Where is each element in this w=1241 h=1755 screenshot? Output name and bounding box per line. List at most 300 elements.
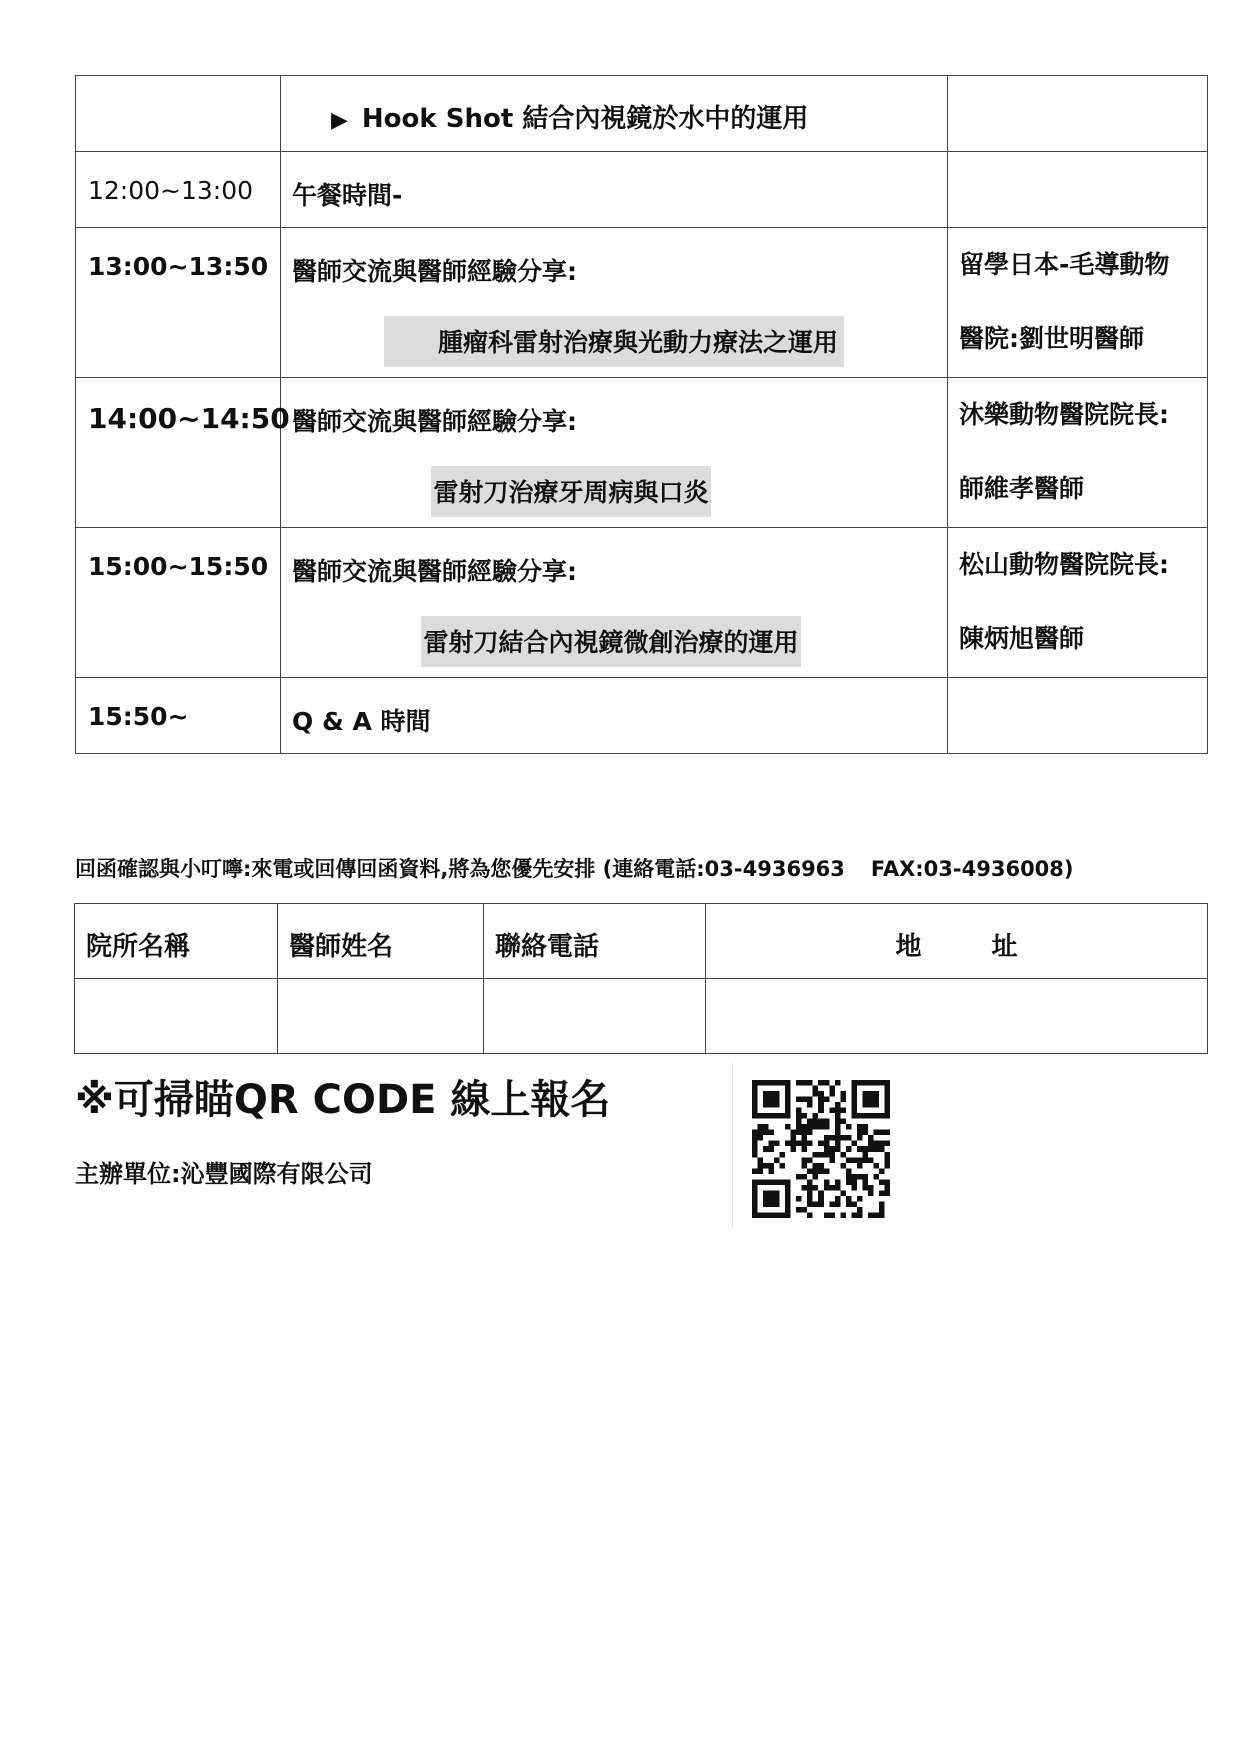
reply-note: 回函確認與小叮嚀:來電或回傳回函資料,將為您優先安排 (連絡電話:03-4936963 FAX:03-4936008) (75, 857, 1074, 881)
qr-module (829, 1108, 835, 1114)
qr-module (763, 1097, 769, 1103)
fax-number: FAX:03-4936008) (870, 857, 1074, 881)
qr-module (802, 1080, 808, 1086)
qr-module (868, 1097, 874, 1103)
qr-module (873, 1174, 879, 1180)
qr-module (879, 1190, 885, 1196)
qr-module (802, 1113, 808, 1119)
qr-module (780, 1080, 786, 1086)
qr-module (796, 1119, 802, 1125)
qr-module (774, 1113, 780, 1119)
table-row (75, 979, 1208, 1054)
qr-module (835, 1119, 841, 1125)
qr-module (824, 1080, 830, 1086)
time-label: 12:00~13:00 (88, 176, 254, 205)
qr-module (774, 1097, 780, 1103)
qr-module (868, 1091, 874, 1097)
qr-module (769, 1102, 775, 1108)
qr-module (851, 1174, 857, 1180)
qr-registration-title: ※可掃瞄QR CODE 線上報名 (75, 1077, 611, 1123)
qr-module (868, 1113, 874, 1119)
qr-module (873, 1141, 879, 1147)
qr-module (774, 1141, 780, 1147)
qr-module (807, 1157, 813, 1163)
qr-module (835, 1113, 841, 1119)
qr-module (818, 1124, 824, 1130)
qr-module (752, 1201, 758, 1207)
topic-cell (281, 76, 948, 152)
qr-module (884, 1157, 890, 1163)
qr-module (840, 1163, 846, 1169)
qr-module (835, 1185, 841, 1191)
qr-module (829, 1185, 835, 1191)
qr-module (840, 1190, 846, 1196)
qr-module (879, 1080, 885, 1086)
qr-module (835, 1102, 841, 1108)
topic-subtitle: 腫瘤科雷射治療與光動力療法之運用 (384, 316, 844, 367)
topic-cell (281, 152, 948, 228)
qr-module (752, 1190, 758, 1196)
qr-module (807, 1201, 813, 1207)
topic-label: Hook Shot 結合內視鏡於水中的運用 (361, 104, 809, 134)
qr-module (791, 1135, 797, 1141)
qr-module (763, 1130, 769, 1136)
qr-module (758, 1168, 764, 1174)
qr-module (846, 1174, 852, 1180)
qr-module (785, 1124, 791, 1130)
qr-module (884, 1108, 890, 1114)
qr-module (785, 1108, 791, 1114)
table-row (76, 76, 1208, 152)
qr-module (835, 1130, 841, 1136)
clinic-name-field[interactable] (75, 979, 278, 1054)
qr-module (824, 1152, 830, 1158)
topic-label: Q & A 時間 (292, 707, 431, 736)
qr-module (835, 1179, 841, 1185)
qr-module (857, 1113, 863, 1119)
qr-module (824, 1135, 830, 1141)
qr-module (769, 1179, 775, 1185)
qr-module (846, 1196, 852, 1202)
qr-module (785, 1091, 791, 1097)
qr-module (868, 1102, 874, 1108)
qr-module (813, 1168, 819, 1174)
qr-module (835, 1196, 841, 1202)
qr-module (807, 1179, 813, 1185)
qr-module (796, 1113, 802, 1119)
qr-module (857, 1146, 863, 1152)
table-row (76, 228, 1208, 378)
qr-module (824, 1179, 830, 1185)
qr-module (763, 1124, 769, 1130)
topic-label: 醫師交流與醫師經驗分享: (292, 407, 577, 436)
qr-module (857, 1196, 863, 1202)
qr-module (752, 1212, 758, 1218)
qr-module (829, 1091, 835, 1097)
schedule-table (75, 75, 1208, 754)
qr-module (752, 1185, 758, 1191)
qr-module (851, 1108, 857, 1114)
qr-module (873, 1130, 879, 1136)
qr-module (763, 1146, 769, 1152)
qr-module (769, 1113, 775, 1119)
qr-module (884, 1130, 890, 1136)
qr-module (818, 1190, 824, 1196)
qr-module (752, 1108, 758, 1114)
qr-module (879, 1207, 885, 1213)
qr-module (802, 1163, 808, 1169)
qr-module (824, 1141, 830, 1147)
qr-module (752, 1207, 758, 1213)
qr-module (752, 1097, 758, 1103)
qr-module (862, 1152, 868, 1158)
qr-module (758, 1124, 764, 1130)
qr-module (758, 1130, 764, 1136)
qr-module (846, 1168, 852, 1174)
qr-module (824, 1146, 830, 1152)
qr-module (840, 1097, 846, 1103)
time-cell (76, 528, 281, 678)
qr-module (785, 1179, 791, 1185)
qr-module (813, 1124, 819, 1130)
qr-module (873, 1102, 879, 1108)
qr-code-icon[interactable] (752, 1080, 890, 1218)
topic-subtitle: 雷射刀治療牙周病與口炎 (431, 466, 710, 517)
qr-module (835, 1141, 841, 1147)
qr-module (796, 1130, 802, 1136)
qr-module (862, 1179, 868, 1185)
qr-module (802, 1141, 808, 1147)
qr-module (846, 1157, 852, 1163)
qr-module (802, 1185, 808, 1191)
qr-module (807, 1141, 813, 1147)
speaker-cell (948, 76, 1208, 152)
qr-module (824, 1212, 830, 1218)
qr-module (868, 1080, 874, 1086)
header-clinic-name: 院所名稱 (86, 932, 191, 962)
qr-module (813, 1152, 819, 1158)
qr-module (785, 1086, 791, 1092)
qr-module (813, 1119, 819, 1125)
qr-module (813, 1086, 819, 1092)
qr-module (824, 1168, 830, 1174)
qr-module (791, 1146, 797, 1152)
speaker-line: 陳炳旭醫師 (959, 624, 1085, 653)
qr-module (857, 1163, 863, 1169)
qr-module (857, 1207, 863, 1213)
qr-module (752, 1146, 758, 1152)
qr-module (840, 1108, 846, 1114)
qr-module (868, 1146, 874, 1152)
qr-module (769, 1196, 775, 1202)
qr-module (873, 1163, 879, 1169)
speaker-line: 松山動物醫院院長: (959, 550, 1169, 579)
qr-module (763, 1212, 769, 1218)
qr-module (862, 1102, 868, 1108)
qr-module (813, 1163, 819, 1169)
qr-module (785, 1141, 791, 1147)
divider (732, 1063, 733, 1228)
speaker-line: 醫院:劉世明醫師 (959, 324, 1144, 353)
qr-module (785, 1102, 791, 1108)
qr-module (752, 1196, 758, 1202)
table-row (76, 528, 1208, 678)
time-cell (76, 378, 290, 528)
qr-module (774, 1190, 780, 1196)
qr-module (780, 1179, 786, 1185)
qr-module (807, 1097, 813, 1103)
qr-module (807, 1102, 813, 1108)
qr-module (769, 1080, 775, 1086)
qr-module (884, 1113, 890, 1119)
qr-module (857, 1080, 863, 1086)
qr-module (807, 1080, 813, 1086)
qr-module (813, 1201, 819, 1207)
qr-module (851, 1113, 857, 1119)
qr-module (802, 1174, 808, 1180)
topic-cell (281, 678, 948, 754)
qr-module (868, 1190, 874, 1196)
qr-module (785, 1113, 791, 1119)
qr-module (818, 1097, 824, 1103)
qr-module (840, 1119, 846, 1125)
qr-module (813, 1113, 819, 1119)
qr-module (884, 1141, 890, 1147)
qr-module (758, 1113, 764, 1119)
qr-module (862, 1146, 868, 1152)
qr-module (884, 1091, 890, 1097)
qr-module (796, 1108, 802, 1114)
qr-module (879, 1141, 885, 1147)
qr-module (857, 1174, 863, 1180)
qr-module (873, 1097, 879, 1103)
qr-module (796, 1196, 802, 1202)
qr-module (780, 1113, 786, 1119)
address-field[interactable] (706, 979, 1208, 1054)
qr-module (840, 1091, 846, 1097)
qr-module (879, 1130, 885, 1136)
qr-module (818, 1119, 824, 1125)
qr-module (868, 1185, 874, 1191)
table-header-row (75, 904, 1208, 979)
qr-module (763, 1196, 769, 1202)
topic-cell (281, 378, 948, 528)
qr-module (780, 1163, 786, 1169)
qr-module (851, 1102, 857, 1108)
qr-module (802, 1157, 808, 1163)
qr-module (818, 1163, 824, 1169)
qr-module (763, 1113, 769, 1119)
qr-module (807, 1196, 813, 1202)
qr-module (813, 1185, 819, 1191)
qr-module (873, 1146, 879, 1152)
qr-module (873, 1091, 879, 1097)
qr-module (857, 1212, 863, 1218)
qr-module (824, 1124, 830, 1130)
qr-module (846, 1201, 852, 1207)
qr-module (824, 1097, 830, 1103)
qr-module (813, 1174, 819, 1180)
qr-module (802, 1124, 808, 1130)
qr-module (862, 1091, 868, 1097)
time-cell (76, 152, 281, 228)
doctor-name-field[interactable] (278, 979, 484, 1054)
qr-module (802, 1207, 808, 1213)
qr-module (758, 1179, 764, 1185)
qr-module (769, 1130, 775, 1136)
qr-module (862, 1130, 868, 1136)
qr-module (807, 1190, 813, 1196)
time-label: 15:00~15:50 (88, 552, 269, 581)
qr-module (851, 1185, 857, 1191)
qr-module (884, 1163, 890, 1169)
qr-module (807, 1119, 813, 1125)
qr-module (818, 1201, 824, 1207)
qr-module (851, 1212, 857, 1218)
qr-module (769, 1168, 775, 1174)
phone-field[interactable] (484, 979, 706, 1054)
qr-module (818, 1108, 824, 1114)
qr-module (851, 1097, 857, 1103)
qr-module (835, 1146, 841, 1152)
qr-module (807, 1124, 813, 1130)
qr-module (879, 1168, 885, 1174)
qr-module (835, 1080, 841, 1086)
qr-module (813, 1091, 819, 1097)
qr-module (862, 1185, 868, 1191)
qr-module (807, 1168, 813, 1174)
qr-module (763, 1163, 769, 1169)
qr-module (868, 1135, 874, 1141)
qr-module (868, 1141, 874, 1147)
qr-module (752, 1135, 758, 1141)
qr-module (862, 1157, 868, 1163)
qr-module (758, 1135, 764, 1141)
qr-module (846, 1146, 852, 1152)
qr-module (774, 1157, 780, 1163)
speaker-cell (948, 528, 1208, 678)
qr-module (774, 1212, 780, 1218)
qr-module (851, 1157, 857, 1163)
qr-module (758, 1163, 764, 1169)
qr-module (807, 1212, 813, 1218)
qr-module (857, 1124, 863, 1130)
triangle-right-icon: ▶ (331, 108, 348, 133)
qr-module (796, 1097, 802, 1103)
qr-module (851, 1091, 857, 1097)
qr-module (818, 1102, 824, 1108)
qr-module (774, 1196, 780, 1202)
qr-module (780, 1152, 786, 1158)
qr-module (884, 1185, 890, 1191)
qr-module (752, 1168, 758, 1174)
qr-module (857, 1130, 863, 1136)
qr-module (873, 1113, 879, 1119)
qr-module (807, 1185, 813, 1191)
qr-module (829, 1201, 835, 1207)
qr-module (774, 1201, 780, 1207)
qr-module (862, 1097, 868, 1103)
qr-module (862, 1174, 868, 1180)
qr-module (846, 1135, 852, 1141)
qr-module (884, 1097, 890, 1103)
time-cell (76, 76, 281, 152)
time-cell (76, 228, 281, 378)
qr-module (763, 1102, 769, 1108)
qr-module (835, 1201, 841, 1207)
qr-module (774, 1080, 780, 1086)
header-phone: 聯絡電話 (495, 932, 600, 962)
qr-module (763, 1179, 769, 1185)
table-row (76, 678, 1208, 754)
qr-module (868, 1157, 874, 1163)
qr-module (758, 1212, 764, 1218)
qr-module (862, 1080, 868, 1086)
qr-module (763, 1190, 769, 1196)
qr-module (818, 1080, 824, 1086)
speaker-line: 師維孝醫師 (959, 474, 1085, 503)
qr-module (769, 1141, 775, 1147)
qr-module (840, 1212, 846, 1218)
qr-module (785, 1201, 791, 1207)
qr-module (818, 1196, 824, 1202)
qr-module (884, 1152, 890, 1158)
qr-module (851, 1080, 857, 1086)
qr-module (752, 1130, 758, 1136)
qr-module (769, 1201, 775, 1207)
qr-module (752, 1091, 758, 1097)
qr-module (818, 1152, 824, 1158)
qr-module (796, 1080, 802, 1086)
qr-module (796, 1174, 802, 1180)
qr-module (769, 1097, 775, 1103)
topic-label: 午餐時間- (292, 181, 403, 210)
qr-module (862, 1124, 868, 1130)
qr-module (752, 1080, 758, 1086)
qr-module (851, 1141, 857, 1147)
qr-module (818, 1141, 824, 1147)
qr-module (785, 1080, 791, 1086)
qr-module (835, 1108, 841, 1114)
qr-module (763, 1091, 769, 1097)
qr-module (846, 1179, 852, 1185)
qr-module (829, 1157, 835, 1163)
qr-module (785, 1097, 791, 1103)
time-cell (76, 678, 281, 754)
qr-module (884, 1080, 890, 1086)
qr-module (752, 1152, 758, 1158)
qr-module (752, 1086, 758, 1092)
qr-module (884, 1190, 890, 1196)
qr-module (846, 1124, 852, 1130)
qr-module (873, 1212, 879, 1218)
qr-module (840, 1152, 846, 1158)
qr-module (835, 1135, 841, 1141)
qr-module (879, 1201, 885, 1207)
qr-module (791, 1130, 797, 1136)
time-label: 15:50~ (88, 702, 189, 731)
qr-module (879, 1113, 885, 1119)
qr-module (785, 1196, 791, 1202)
qr-module (785, 1185, 791, 1191)
speaker-line: 沐樂動物醫院院長: (959, 400, 1169, 429)
topic-label: 醫師交流與醫師經驗分享: (292, 257, 577, 286)
qr-module (796, 1207, 802, 1213)
qr-module (879, 1212, 885, 1218)
qr-module (824, 1119, 830, 1125)
speaker-cell (948, 678, 1208, 754)
qr-module (796, 1141, 802, 1147)
